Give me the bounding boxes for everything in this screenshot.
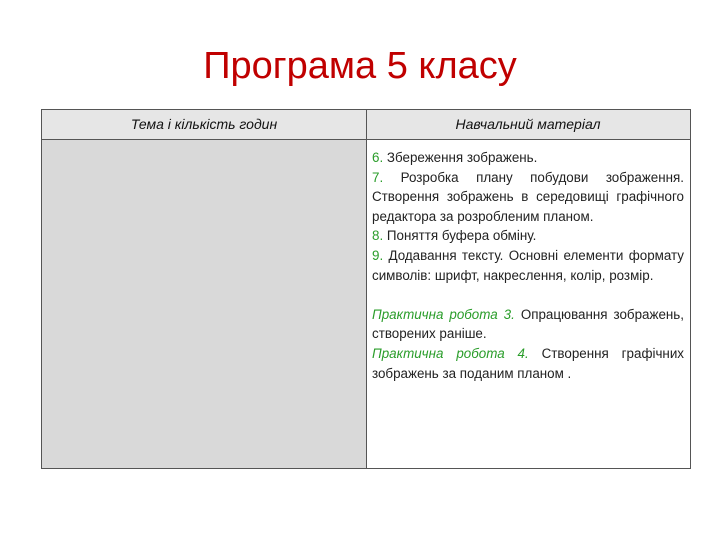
slide-title: Програма 5 класу (203, 45, 517, 87)
practical-label: Практична робота 3. (372, 306, 515, 322)
list-item (372, 148, 684, 168)
item-number: 7. (372, 169, 384, 185)
header-learning-material: Навчальний матеріал (455, 116, 601, 132)
curriculum-table (41, 109, 691, 469)
header-topic-hours: Тема і кількість годин (130, 116, 278, 132)
practical-item (372, 305, 684, 344)
learning-material-cell (367, 140, 690, 468)
list-item (372, 226, 684, 246)
item-number: 8. (372, 228, 384, 244)
list-item (372, 246, 684, 285)
item-text: Розробка плану побудови зображення. Створення зображень в середовищі графічного редактора за розробленим планом. (372, 169, 684, 224)
item-number: 9. (372, 247, 384, 263)
item-text: Додавання тексту. Основні елементи формату символів: шрифт, накреслення, колір, розмір. (372, 247, 684, 283)
learning-material-content (372, 148, 684, 383)
practical-text: Опрацювання зображень, створених раніше. (372, 306, 684, 342)
practical-label: Практична робота 4. (372, 345, 529, 361)
list-item (372, 168, 684, 227)
practical-text: Створення графічних зображень за поданим планом . (372, 345, 684, 381)
item-text: Збереження зображень. (386, 150, 538, 165)
topic-hours-cell (42, 140, 366, 468)
practical-item (372, 344, 684, 383)
item-number: 6. (372, 150, 384, 165)
item-text: Поняття буфера обміну. (386, 228, 537, 244)
